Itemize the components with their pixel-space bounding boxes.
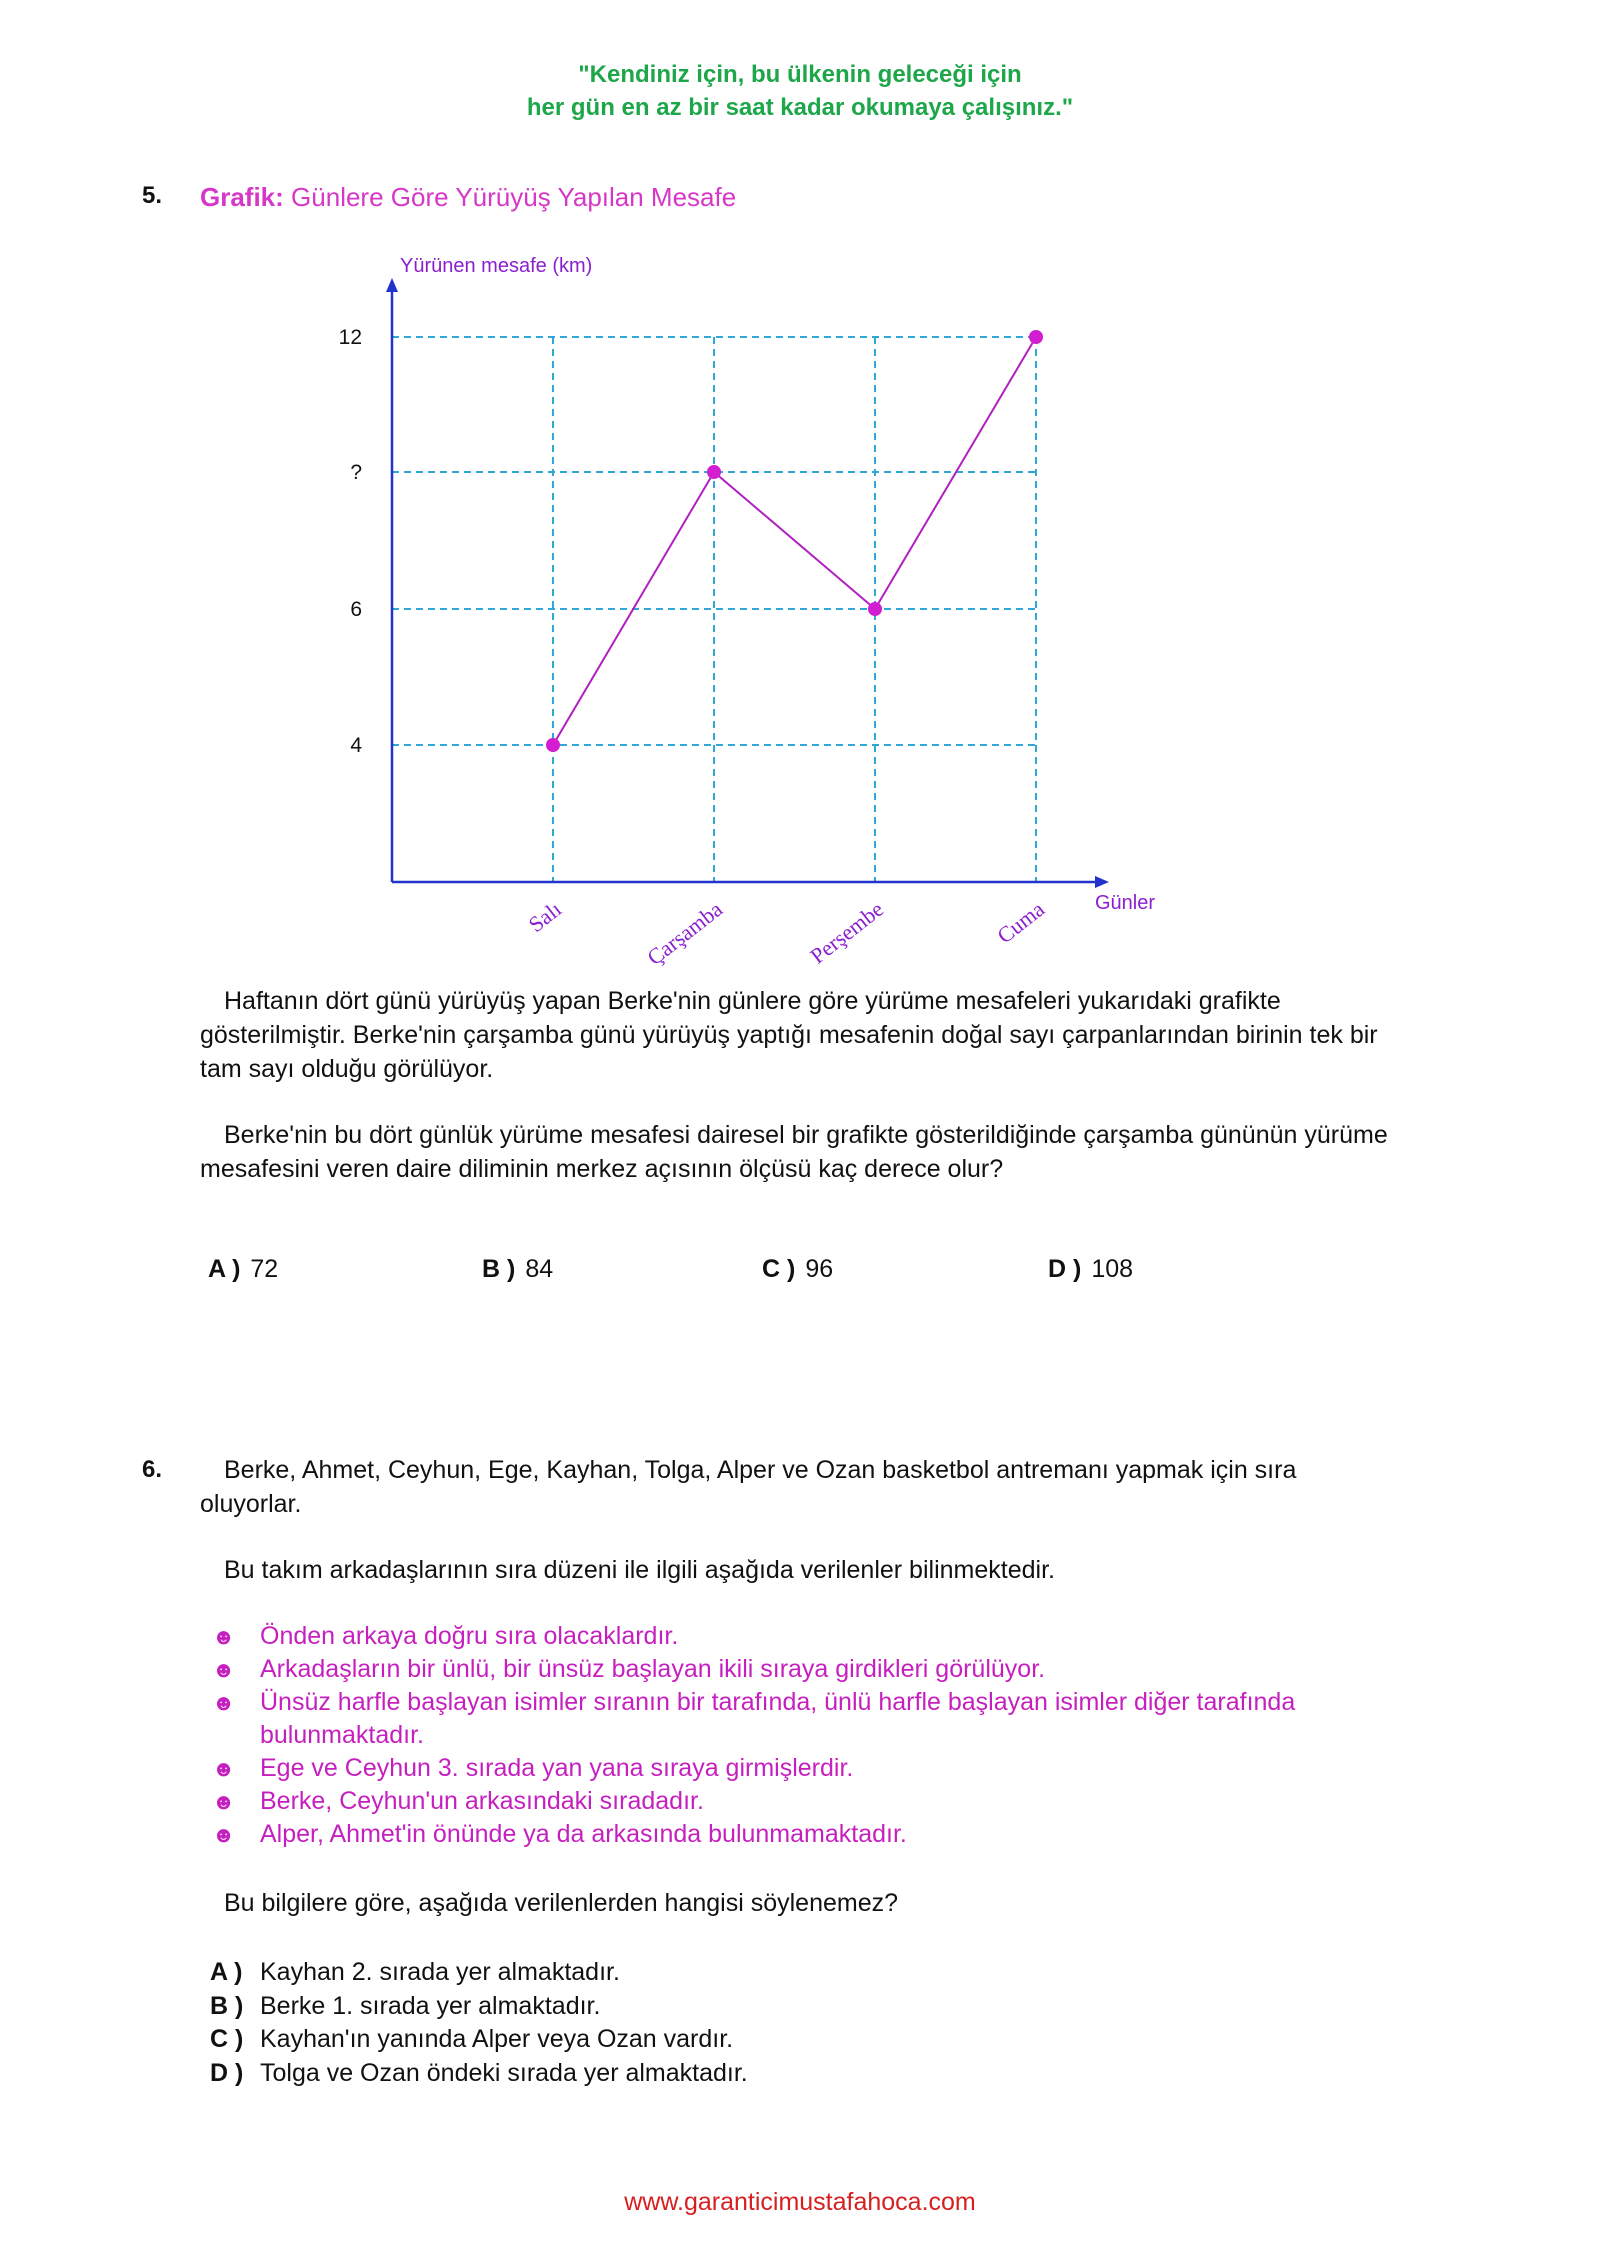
list-item-text: Berke, Ceyhun'un arkasındaki sıradadır.: [260, 1787, 704, 1815]
q6-option-d[interactable]: [210, 2057, 748, 2091]
list-item: [212, 1752, 1412, 1785]
y-tick-label: 12: [338, 326, 362, 349]
q5-option-c[interactable]: [762, 1255, 833, 1284]
smiley-icon: ☻: [212, 1657, 236, 1682]
y-tick-label: 4: [350, 734, 362, 757]
x-tick-label: Perşembe: [805, 896, 889, 969]
list-item-text: Ege ve Ceyhun 3. sırada yan yana sıraya girmişlerdir.: [260, 1754, 854, 1782]
smiley-icon: ☻: [212, 1756, 236, 1781]
x-axis-label: Günler: [1095, 892, 1156, 914]
question-5-paragraph-1: Haftanın dört günü yürüyüş yapan Berke'nin günlere göre yürüme mesafeleri yukarıdaki grafikte gösterilmiştir. Berke'nin çarşamba günü yürüyüş yaptığı mesafenin doğal sayı çarpanlarından birinin tek bir tam sayı olduğu görülüyor.: [200, 987, 1378, 1083]
motto-line-2: her gün en az bir saat kadar okumaya çalışınız.": [526, 94, 1074, 121]
option-text: Kayhan 2. sırada yer almaktadır.: [260, 1958, 620, 1986]
option-label: A ): [208, 1255, 241, 1283]
y-tick-label: ?: [350, 461, 362, 484]
data-point: [546, 738, 560, 752]
motto-line-1: "Kendiniz için, bu ülkenin geleceği için: [578, 61, 1022, 88]
q6-option-b[interactable]: [210, 1990, 748, 2024]
title-prefix: Grafik:: [200, 182, 284, 212]
y-tick-label: 6: [350, 598, 362, 621]
q5-option-b[interactable]: [482, 1255, 553, 1284]
option-label: A ): [210, 1958, 243, 1986]
option-text: Tolga ve Ozan öndeki sırada yer almaktadır.: [260, 2058, 748, 2087]
question-5-title: [200, 182, 736, 213]
question-6-lead: Bu takım arkadaşlarının sıra düzeni ile ilgili aşağıda verilenler bilinmektedir.: [224, 1556, 1055, 1584]
option-text: 72: [250, 1255, 279, 1283]
option-label: D ): [1048, 1255, 1082, 1283]
question-6-intro: Berke, Ahmet, Ceyhun, Ege, Kayhan, Tolga, Alper ve Ozan basketbol antremanı yapmak için sıra oluyorlar.: [200, 1456, 1297, 1518]
data-point: [868, 602, 882, 616]
option-text: 96: [805, 1255, 834, 1283]
question-5-number: 5.: [142, 182, 163, 209]
x-tick-label: Cuma: [992, 896, 1050, 949]
list-item-text: Ünsüz harfle başlayan isimler sıranın bir tarafında, ünlü harfle başlayan isimler diğer tarafında bulunmaktadır.: [260, 1688, 1296, 1749]
list-item: [212, 1653, 1412, 1686]
q6-option-a[interactable]: [210, 1956, 748, 1990]
list-item: [212, 1686, 1412, 1752]
x-tick-label: Çarşamba: [642, 896, 728, 971]
series-line: [553, 337, 1036, 745]
option-label: B ): [482, 1255, 516, 1283]
question-6-number: 6.: [142, 1456, 163, 1483]
question-6-question: Bu bilgilere göre, aşağıda verilenlerden hangisi söylenemez?: [224, 1889, 899, 1917]
option-label: B ): [210, 1991, 244, 2020]
list-item-text: Arkadaşların bir ünlü, bir ünsüz başlayan ikili sıraya girdikleri görülüyor.: [260, 1655, 1046, 1683]
smiley-icon: ☻: [212, 1822, 236, 1847]
list-item: [212, 1785, 1412, 1818]
smiley-icon: ☻: [212, 1789, 236, 1814]
q6-option-c[interactable]: [210, 2023, 748, 2057]
option-text: Kayhan'ın yanında Alper veya Ozan vardır.: [260, 2025, 734, 2053]
option-label: C ): [210, 2025, 244, 2053]
question-5-paragraph-2: Berke'nin bu dört günlük yürüme mesafesi dairesel bir grafikte gösterildiğinde çarşamba gününün yürüme mesafesini veren daire diliminin merkez açısının ölçüsü kaç derece olur?: [200, 1121, 1388, 1183]
line-chart: [300, 240, 1200, 980]
title-text: Günlere Göre Yürüyüş Yapılan Mesafe: [291, 182, 737, 212]
q6-options: [210, 1956, 748, 2090]
list-item: [212, 1620, 1412, 1653]
q5-option-a[interactable]: [208, 1255, 278, 1284]
list-item: [212, 1818, 1412, 1851]
option-label: D ): [210, 2058, 244, 2087]
data-point: [1029, 330, 1043, 344]
smiley-icon: ☻: [212, 1624, 236, 1649]
y-axis-label: Yürünen mesafe (km): [400, 255, 593, 277]
list-item-text: Alper, Ahmet'in önünde ya da arkasında bulunmamaktadır.: [260, 1820, 907, 1848]
data-point: [707, 465, 721, 479]
option-label: C ): [762, 1255, 796, 1283]
option-text: 108: [1091, 1255, 1134, 1283]
option-text: 84: [525, 1255, 554, 1283]
option-text: Berke 1. sırada yer almaktadır.: [260, 1991, 601, 2020]
footer-website[interactable]: www.garanticimustafahoca.com: [624, 2188, 976, 2216]
rules-list: [212, 1620, 1412, 1851]
q5-option-d[interactable]: [1048, 1255, 1133, 1284]
smiley-icon: ☻: [212, 1690, 236, 1715]
x-tick-label: Salı: [523, 896, 567, 938]
list-item-text: Önden arkaya doğru sıra olacaklardır.: [260, 1622, 679, 1650]
x-axis-arrow: [1095, 876, 1109, 888]
motto-quote: [0, 58, 1600, 124]
y-axis-arrow: [386, 278, 398, 292]
